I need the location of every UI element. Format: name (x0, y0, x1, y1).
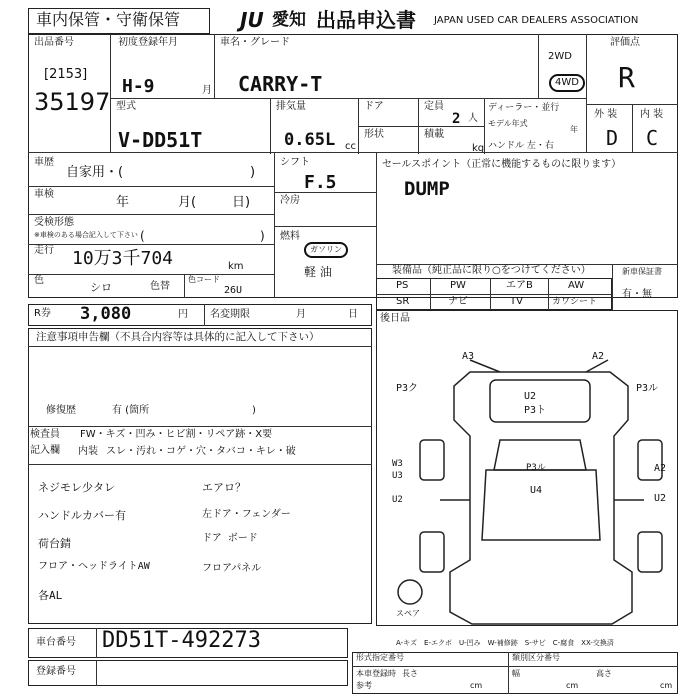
outer-score-label: 外 装 (594, 109, 618, 120)
shape-label: 形状 (364, 129, 384, 140)
association-name: JAPAN USED CAR DEALERS ASSOCIATION (434, 15, 639, 26)
load-unit: kg (472, 143, 485, 154)
recycle-value: 3,080 (80, 304, 132, 324)
diag-a2-right: A2 (654, 463, 667, 474)
format-note: ※車検のある場合記入して下さい (34, 231, 138, 239)
diag-u2-top: U2 (524, 391, 537, 402)
diag-spare: スペア (396, 609, 420, 618)
history-value: 自家用・( (66, 165, 124, 180)
color-code-label: 色コード (188, 275, 220, 284)
handle-label: ハンドル 左・右 (488, 141, 554, 151)
inner-score-label: 内 装 (640, 109, 664, 120)
ju-logo: JU (240, 8, 264, 32)
chassis-label: 車台番号 (36, 637, 76, 648)
spec-unit-1: cm (470, 681, 483, 690)
equip-ps: PS (396, 280, 409, 291)
diag-a3: A3 (462, 351, 475, 362)
diag-p3-top: P3ト (524, 405, 547, 416)
name-change-label: 名変期限 (210, 309, 250, 320)
first-reg-unit: 月 (202, 85, 212, 96)
diag-u2-right: U2 (654, 493, 667, 504)
spec-f4: 幅 (512, 669, 520, 678)
color-value: シロ (90, 281, 112, 294)
displacement-value: 0.65L (284, 130, 336, 150)
inspector-label2: 記入欄 (30, 445, 60, 456)
type-value: V-DD51T (118, 128, 203, 152)
storage-title: 車内保管・守衛保管 (36, 10, 181, 29)
type-label: 型式 (116, 101, 136, 112)
name-change-day: 日 (348, 309, 358, 320)
displacement-label: 排気量 (276, 101, 306, 112)
equip-navi: ナビ (448, 296, 468, 307)
name-change-month: 月 (296, 309, 306, 320)
spec-f5: 高さ (596, 669, 612, 678)
capacity-label: 定員 (424, 101, 444, 112)
shaken-year: 年 (116, 195, 130, 210)
spec-f7: 本車登録時 (356, 669, 396, 678)
load-label: 積載 (424, 129, 444, 140)
shift-value: F.5 (304, 172, 337, 193)
recycle-unit: 円 (178, 309, 188, 320)
lot-number: 35197 (34, 88, 111, 116)
spec-unit-3: cm (660, 681, 673, 690)
inspector-line2: スレ・汚れ・コゲ・穴・タバコ・キレ・破 (106, 446, 296, 457)
diag-u2-left: U2 (392, 495, 403, 505)
notes-label: 注意事項申告欄（不具合内容等は具体的に記入して下さい） (36, 331, 320, 343)
sales-point-label: セールスポイント（正常に機能するものに限ります） (382, 159, 622, 170)
capacity-value: 2 (452, 111, 461, 127)
score-value: R (618, 61, 635, 94)
recycle-label: R券 (34, 308, 51, 319)
spec-f2: 類別区分番号 (512, 653, 560, 662)
repair-label: 修復歴 (46, 405, 76, 416)
doors-label: ドア (364, 101, 384, 112)
drive-2wd: 2WD (548, 51, 572, 62)
diag-w3: W3 (392, 459, 403, 469)
spec-f1: 形式指定番号 (356, 653, 404, 662)
mileage-label: 走行 (34, 245, 54, 256)
shaken-day: 日) (232, 195, 251, 210)
cooler-label: 冷房 (280, 195, 300, 206)
score-label: 評価点 (610, 37, 640, 48)
equip-sr: SR (396, 296, 410, 307)
memo-label: 後日品 (380, 313, 410, 324)
diag-u4: U4 (530, 485, 543, 496)
reg-row (28, 660, 348, 686)
model-year-label: モデル年式 (488, 119, 528, 128)
first-reg-value: H-9 (122, 76, 155, 97)
model-value: CARRY-T (238, 72, 323, 96)
equip-aw: AW (568, 280, 585, 291)
mileage-unit: km (228, 261, 244, 272)
dealer-label: ディーラー・並行 (488, 103, 560, 113)
form-title: 出品申込書 (316, 8, 416, 32)
fuel-diesel: 軽 油 (304, 265, 332, 279)
color-change: 色替 (150, 281, 170, 292)
equipment-label: 装備品（純正品に限り○をつけてください） (392, 265, 591, 276)
inspector-line1: FW・キズ・凹み・ヒビ割・リペア跡・X要 (80, 429, 273, 440)
remark-right-3: ドア ボード (202, 533, 258, 544)
format-close: ) (260, 229, 265, 243)
reg-label: 登録番号 (36, 666, 76, 677)
diag-a2: A2 (592, 351, 605, 362)
new-warranty-label: 新車保証書 (622, 267, 662, 276)
shaken-month: 月( (178, 195, 197, 210)
inspector-interior-label: 内装 (78, 446, 98, 457)
remark-left-1: ネジモレ少タレ (38, 481, 115, 494)
drive-4wd: 4WD (549, 74, 585, 92)
org-name: 愛知 (272, 10, 306, 30)
history-label: 車歴 (34, 157, 54, 168)
remark-left-3: 荷台錆 (38, 537, 71, 550)
remark-left-5: 各AL (38, 589, 63, 602)
inspector-label: 検査員 (30, 429, 60, 440)
color-code: 26U (224, 285, 243, 296)
new-warranty-value: 有・無 (622, 289, 652, 300)
inner-score-value: C (646, 126, 659, 150)
shaken-label: 車検 (34, 189, 54, 200)
fuel-label: 燃料 (280, 231, 300, 242)
fuel-gasoline: ガソリン (304, 242, 348, 258)
first-reg-label: 初度登録年月 (118, 37, 178, 48)
spec-f3: 長さ (402, 669, 418, 678)
equip-airbag: エアB (506, 280, 533, 291)
equip-leather: カワシート (552, 297, 598, 307)
remark-right-2: 左ドア・フェンダー (202, 509, 291, 520)
chassis-value: DD51T-492273 (102, 628, 261, 653)
diag-p3-right: P3ル (636, 383, 659, 394)
lot-label: 出品番号 (34, 37, 74, 48)
equip-tv: TV (510, 296, 523, 307)
model-label: 車名・グレード (220, 37, 290, 48)
spec-unit-2: cm (566, 681, 579, 690)
remark-left-2: ハンドルカバー有 (38, 509, 126, 522)
diag-p3-left: P3ク (396, 383, 419, 394)
format-label: 受検形態 (34, 217, 74, 228)
diag-p3-mid: P3ル (526, 463, 546, 473)
lot-code: [2153] (44, 67, 88, 82)
spec-f6: 参考 (356, 681, 372, 690)
displacement-unit: cc (345, 141, 356, 152)
equip-pw: PW (450, 280, 466, 291)
remark-right-4: フロアパネル (202, 563, 262, 574)
shift-label: シフト (280, 157, 310, 168)
color-label: 色 (34, 275, 44, 286)
repair-close: ) (252, 405, 256, 416)
sales-point-value: DUMP (404, 178, 450, 200)
history-close: ) (250, 165, 256, 180)
damage-legend: A-キズ E-エクボ U-凹み W-補修跡 S-サビ C-腐食 XX-交換済 (396, 639, 614, 647)
outer-score-value: D (606, 126, 619, 150)
remark-right-1: エアロ？ (202, 481, 246, 494)
repair-value: 有 (箇所 (112, 405, 150, 416)
capacity-unit: 人 (468, 113, 478, 124)
format-open: ( (140, 229, 145, 243)
mileage-value: 10万3千704 (72, 248, 174, 269)
model-year-unit: 年 (570, 125, 578, 134)
remark-left-4: フロア・ヘッドライトAW (38, 561, 150, 572)
diag-u3: U3 (392, 471, 403, 481)
